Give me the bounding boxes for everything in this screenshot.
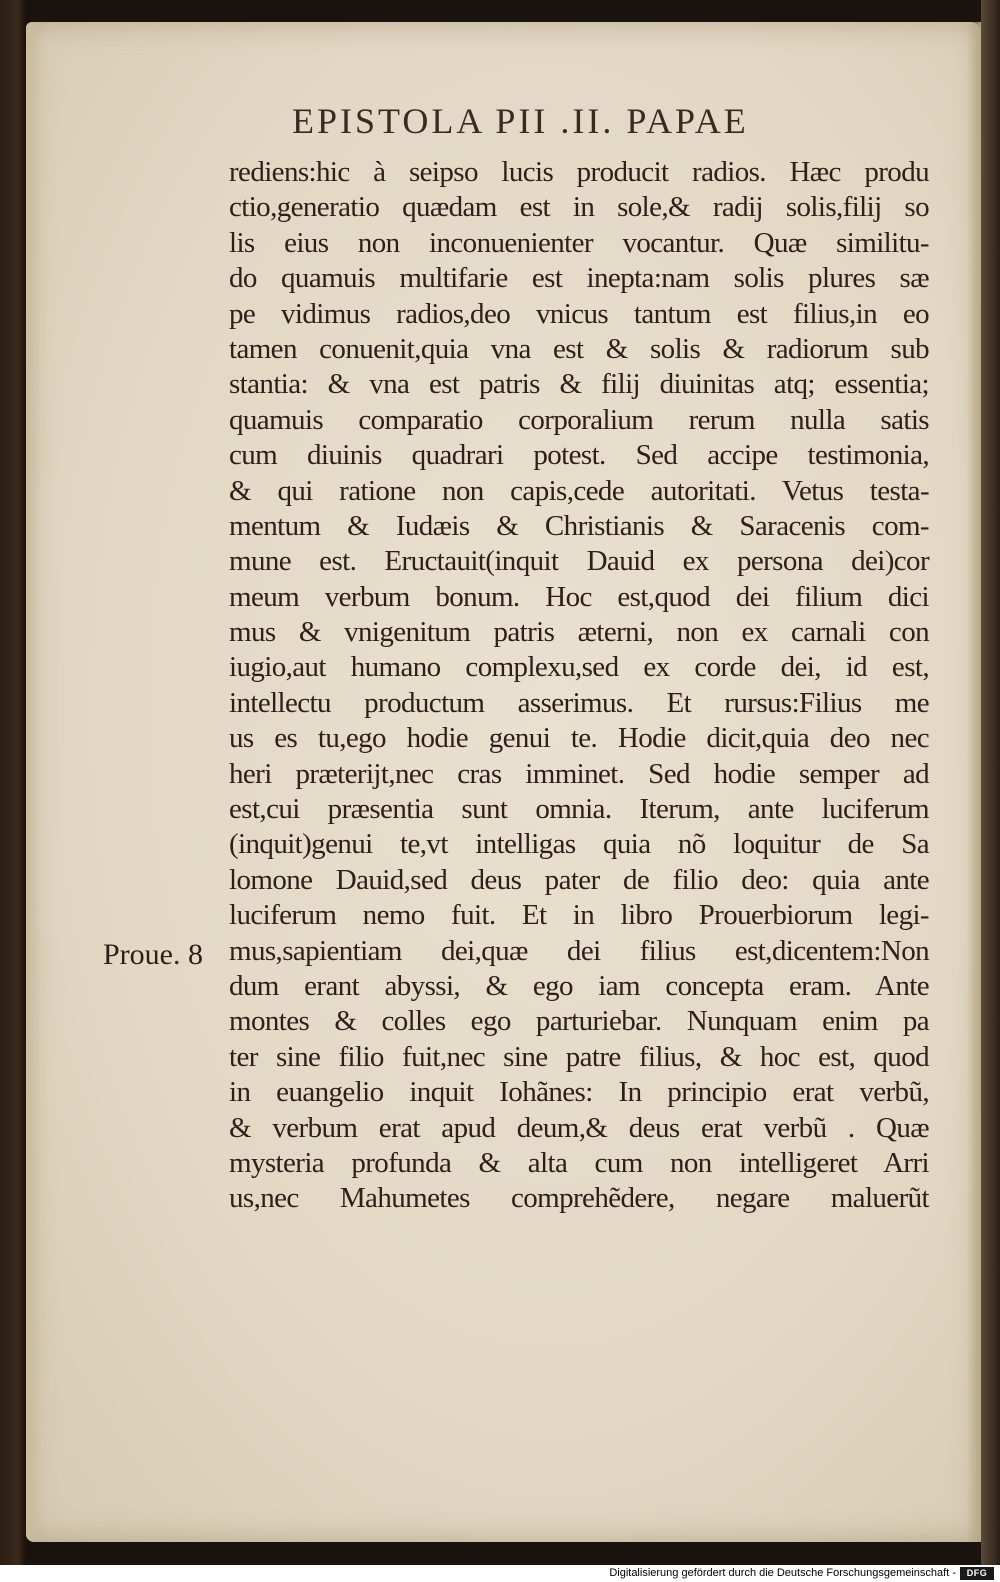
text-line: mune est. Eructauit(inquit Dauid ex persona dei)cor [229,545,929,578]
text-line: heri præterijt,nec cras imminet. Sed hodie semper ad [229,757,929,790]
text-line: luciferum nemo fuit. Et in libro Prouerbiorum legi- [229,899,929,932]
text-line: mentum & Iudæis & Christianis & Saracenis com- [229,509,929,542]
text-line: stantia: & vna est patris & filij diuinitas atq; essentia; [229,368,929,401]
text-line: ter sine filio fuit,nec sine patre filius, & hoc est, quod [229,1040,929,1073]
body-text [229,155,929,1217]
text-line: do quamuis multifarie est inepta:nam solis plures sæ [229,262,929,295]
text-line: us,nec Mahumetes comprehẽdere, negare maluerũt [229,1182,929,1215]
text-line: dum erant abyssi, & ego iam concepta eram. Ante [229,969,929,1002]
text-line: cum diuinis quadrari potest. Sed accipe testimonia, [229,439,929,472]
text-line: & qui ratione non capis,cede autoritati. Vetus testa- [229,474,929,507]
text-line: meum verbum bonum. Hoc est,quod dei filium dici [229,580,929,613]
footer-credit: Digitalisierung gefördert durch die Deutsche Forschungsgemeinschaft - [609,1567,956,1579]
text-line: rediens:hic à seipso lucis producit radios. Hæc produ [229,156,929,188]
footer-bar [0,1565,1000,1582]
text-line: mus & vnigenitum patris æterni, non ex carnali con [229,616,929,649]
dfg-logo-icon: DFG [960,1567,994,1580]
text-line: tamen conuenit,quia vna est & solis & radiorum sub [229,332,929,365]
text-line: (inquit)genui te,vt intelligas quia nõ loquitur de Sa [229,828,929,861]
text-line: pe vidimus radios,deo vnicus tantum est filius,in eo [229,297,929,330]
text-line: lis eius non inconuenienter vocantur. Quæ similitu- [229,226,929,259]
text-line: intellectu productum asserimus. Et rursus:Filius me [229,686,929,719]
text-line: mus,sapientiam dei,quæ dei filius est,dicentem:Non [229,934,929,967]
running-head: EPISTOLA PII .II. PAPAE [292,101,749,141]
text-line: mysteria profunda & alta cum non intelligeret Arri [229,1146,929,1179]
text-line: lomone Dauid,sed deus pater de filio deo: quia ante [229,863,929,896]
text-line: in euangelio inquit Iohãnes: In principio erat verbũ, [229,1076,929,1109]
text-line: ctio,generatio quædam est in sole,& radij solis,filij so [229,191,929,224]
text-line: & verbum erat apud deum,& deus erat verbũ . Quæ [229,1111,929,1144]
text-line: us es tu,ego hodie genui te. Hodie dicit,quia deo nec [229,722,929,755]
text-line: montes & colles ego parturiebar. Nunquam enim pa [229,1005,929,1038]
book-edge [981,0,1000,1565]
text-line: quamuis comparatio corporalium rerum nulla satis [229,403,929,436]
margin-note: Proue. 8 [103,938,203,971]
text-line: est,cui præsentia sunt omnia. Iterum, ante luciferum [229,793,929,826]
text-line: iugio,aut humano complexu,sed ex corde dei, id est, [229,651,929,684]
